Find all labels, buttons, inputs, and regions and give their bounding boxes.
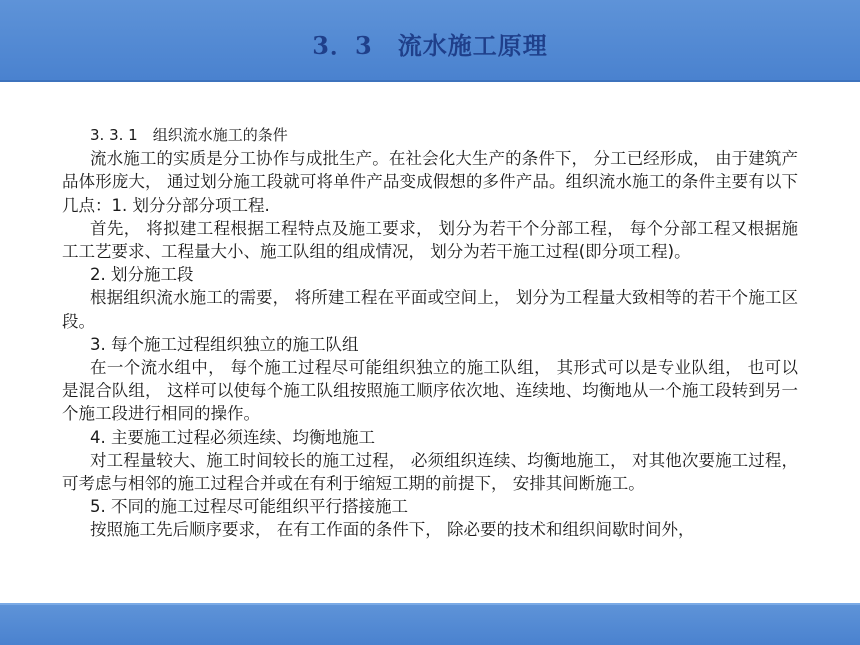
paragraph: 在一个流水组中， 每个施工过程尽可能组织独立的施工队组， 其形式可以是专业队组， 也可以是混合队组， 这样可以使每个施工队组按照施工顺序依次地、连续地、均衡地从一个施工段转到另一个施工段进行相同的操作。 xyxy=(62,358,798,424)
paragraph: 根据组织流水施工的需要， 将所建工程在平面或空间上， 划分为工程量大致相等的若干个施工区段。 xyxy=(62,288,798,331)
title-bar xyxy=(0,0,860,82)
list-item-heading: 4. 主要施工过程必须连续、均衡地施工 xyxy=(90,427,375,447)
slide-title: 3．3 流水施工原理 xyxy=(312,31,548,60)
paragraph: 流水施工的实质是分工协作与成批生产。在社会化大生产的条件下， 分工已经形成， 由于建筑产品体形庞大， 通过划分施工段就可将单件产品变成假想的多件产品。组织流水施工的条件主要有以下几点：1. 划分分部分项工程. xyxy=(62,149,798,215)
footer-bar xyxy=(0,603,860,645)
section-subheading: 3. 3. 1 组织流水施工的条件 xyxy=(90,126,288,144)
list-item-heading: 5. 不同的施工过程尽可能组织平行搭接施工 xyxy=(90,497,408,517)
paragraph: 对工程量较大、施工时间较长的施工过程， 必须组织连续、均衡地施工， 对其他次要施工过程， 可考虑与相邻的施工过程合并或在有利于缩短工期的前提下， 安排其间断施工。 xyxy=(62,450,798,494)
slide-body xyxy=(62,124,798,542)
list-item-heading: 2. 划分施工段 xyxy=(90,265,194,285)
list-item-heading: 3. 每个施工过程组织独立的施工队组 xyxy=(90,334,359,354)
paragraph: 首先， 将拟建工程根据工程特点及施工要求， 划分为若干个分部工程， 每个分部工程又根据施工工艺要求、工程量大小、施工队组的组成情况， 划分为若干施工过程(即分项工程)。 xyxy=(62,218,798,262)
paragraph: 按照施工先后顺序要求， 在有工作面的条件下， 除必要的技术和组织间歇时间外， xyxy=(90,520,695,540)
